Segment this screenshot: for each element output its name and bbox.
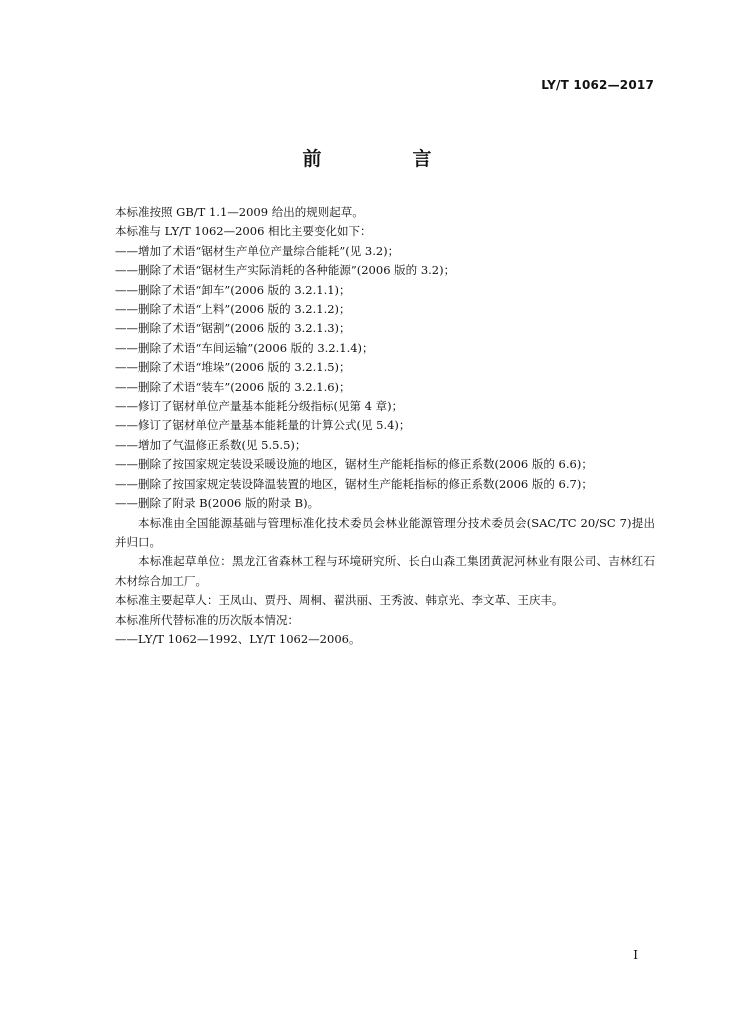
intro-line: 本标准按照 GB/T 1.1—2009 给出的规则起草。 bbox=[115, 205, 364, 219]
history-line: ——LY/T 1062—1992、LY/T 1062—2006。 bbox=[115, 631, 361, 646]
page-number: I bbox=[633, 948, 638, 962]
list-item: ——删除了术语“锯材生产实际消耗的各种能源”(2006 版的 3.2)； bbox=[115, 263, 456, 278]
list-item: ——删除了术语“锯割”(2006 版的 3.2.1.3)； bbox=[115, 321, 351, 336]
history-heading: 本标准所代替标准的历次版本情况： bbox=[115, 612, 299, 627]
document-body bbox=[115, 203, 655, 649]
list-item: ——删除了附录 B(2006 版的附录 B)。 bbox=[115, 496, 320, 511]
list-item: ——删除了术语“车间运输”(2006 版的 3.2.1.4)； bbox=[115, 340, 374, 355]
responsible-committee-paragraph: 本标准由全国能源基础与管理标准化技术委员会林业能源管理分技术委员会(SAC/TC 20/SC 7)提出并归口。 bbox=[115, 515, 655, 549]
changes-list bbox=[115, 242, 655, 514]
list-item: ——删除了按国家规定装设采暖设施的地区，锯材生产能耗指标的修正系数(2006 版的 6.6)； bbox=[115, 457, 593, 472]
intro-line: 本标准与 LY/T 1062—2006 相比主要变化如下： bbox=[115, 224, 372, 239]
page-title: 前 言 bbox=[302, 148, 468, 170]
list-item: ——删除了术语“堆垛”(2006 版的 3.2.1.5)； bbox=[115, 360, 351, 375]
list-item: ——删除了术语“卸车”(2006 版的 3.2.1.1)； bbox=[115, 282, 351, 297]
list-item: ——删除了术语“上料”(2006 版的 3.2.1.2)； bbox=[115, 302, 351, 317]
standard-code: LY/T 1062—2017 bbox=[541, 78, 654, 92]
list-item: ——增加了术语“锯材生产单位产量综合能耗”(见 3.2)； bbox=[115, 243, 400, 258]
list-item: ——增加了气温修正系数(见 5.5.5)； bbox=[115, 437, 307, 452]
drafters-line: 本标准主要起草人：王凤山、贾丹、周桐、翟洪丽、王秀波、韩京光、李文革、王庆丰。 bbox=[115, 593, 564, 608]
list-item: ——修订了锯材单位产量基本能耗量的计算公式(见 5.4)； bbox=[115, 418, 411, 433]
list-item: ——修订了锯材单位产量基本能耗分级指标(见第 4 章)； bbox=[115, 399, 404, 414]
drafting-units-paragraph: 本标准起草单位：黑龙江省森林工程与环境研究所、长白山森工集团黄泥河林业有限公司、吉林红石木材综合加工厂。 bbox=[115, 554, 655, 588]
list-item: ——删除了术语“装车”(2006 版的 3.2.1.6)； bbox=[115, 379, 351, 394]
list-item: ——删除了按国家规定装设降温装置的地区，锯材生产能耗指标的修正系数(2006 版的 6.7)； bbox=[115, 476, 593, 491]
